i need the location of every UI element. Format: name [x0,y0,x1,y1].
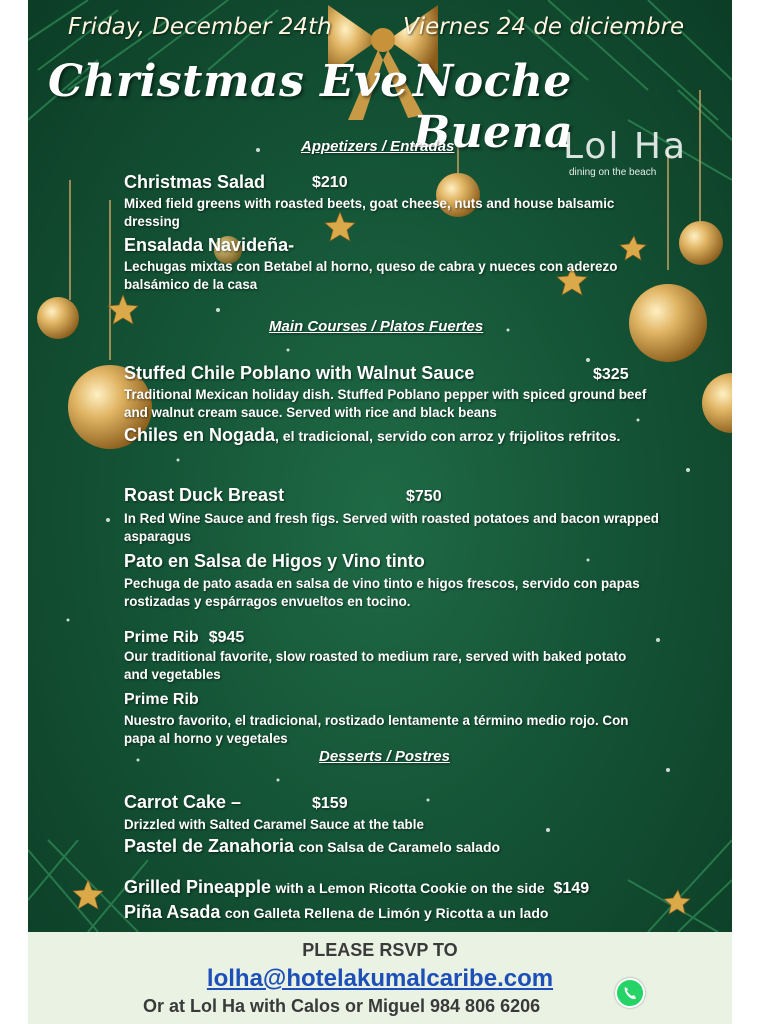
title-english: Christmas Eve [48,56,409,107]
dish-name-es: Chiles en Nogada [124,425,276,445]
dish-name-en: Carrot Cake – [124,792,242,812]
dish-desc-en: In Red Wine Sauce and fresh figs. Served with roasted potatoes and bacon wrapped asparagus [124,511,659,544]
section-mains: Main Courses / Platos Fuertes [269,318,484,335]
dish-price: $750 [406,488,442,505]
dish-spanish [124,902,548,923]
dish-desc-es: con Galleta Rellena de Limón y Ricotta a un lado [224,905,549,921]
whatsapp-icon[interactable] [615,978,645,1008]
dish-price: $210 [312,174,348,191]
logo: Lol Ha [563,126,688,167]
menu-poster [28,0,732,932]
dish-price: $945 [208,629,245,646]
dish-desc-es: Lechugas mixtas con Betabel al horno, queso de cabra y nueces con aderezo balsámico de la casa [124,259,618,292]
dish-spanish [124,427,644,446]
dish-spanish [124,836,500,857]
dish-desc-en: Drizzled with Salted Caramel Sauce at the table [124,817,424,832]
rsvp-heading: PLEASE RSVP TO [302,940,458,960]
dish-desc-en: Traditional Mexican holiday dish. Stuffed Poblano pepper with spiced ground beef and walnut cream sauce. Served with rice and black beans [124,387,647,420]
dish-desc-en: Mixed field greens with roasted beets, goat cheese, nuts and house balsamic dressing [124,196,615,229]
rsvp-email-link[interactable]: lolha@hotelakumalcaribe.com [206,965,554,992]
dish-desc-en: Our traditional favorite, slow roasted to medium rare, served with baked potato and vegetables [124,649,627,682]
dish-desc-en: with a Lemon Ricotta Cookie on the side [275,880,545,896]
date-english: Friday, December 24th [68,14,332,40]
rsvp-contact: Or at Lol Ha with Calos or Miguel 984 806 6206 [143,996,541,1016]
dish-name-en: Stuffed Chile Poblano with Walnut Sauce [124,363,475,383]
dish-name-es: Piña Asada [124,902,221,922]
dish-desc-es: con Salsa de Caramelo salado [298,839,501,855]
dish-desc-es: , el tradicional, servido con arroz y frijolitos refritos. [275,428,621,444]
dish-name-en: Roast Duck Breast [124,485,285,505]
dish-name-en: Grilled Pineapple [124,877,272,897]
rsvp-footer [28,932,732,1024]
dish-name-es: Pato en Salsa de Higos y Vino tinto [124,551,425,571]
dish-price: $149 [553,880,590,897]
dish-name-es: Prime Rib [124,691,199,708]
dish-name-es: Ensalada Navideña- [124,235,295,255]
dish-name-en [124,626,244,647]
dish-name-es: Pastel de Zanahoria [124,836,295,856]
dish-desc-es: Pechuga de pato asada en salsa de vino tinto e higos frescos, servido con papas rostizadas y espárragos envueltos en tocino. [124,576,640,609]
title-spanish: Noche Buena [413,56,574,158]
dish-english [124,877,589,898]
logo-tagline: dining on the beach [569,167,657,178]
section-appetizers: Appetizers / Entradas [301,138,455,155]
dish-price: $159 [312,795,348,812]
dish-desc-es: Nuestro favorito, el tradicional, rostizado lentamente a término medio rojo. Con papa al horno y vegetales [124,713,629,746]
dish-name-en: Christmas Salad [124,172,266,192]
date-spanish: Viernes 24 de diciembre [403,14,685,40]
dish-name-en-text: Prime Rib [124,629,199,646]
section-desserts: Desserts / Postres [319,748,450,765]
dish-price: $325 [593,366,629,383]
